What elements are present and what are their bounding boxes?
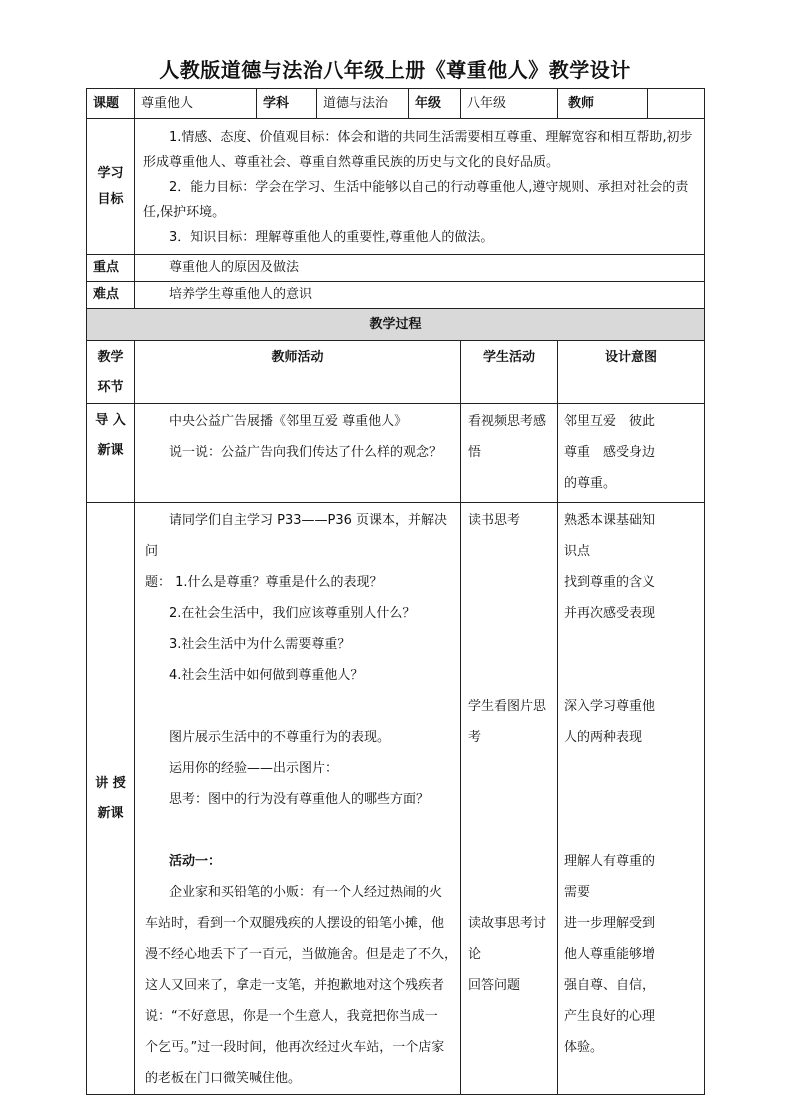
intro-row	[87, 404, 705, 503]
lecture-stage	[87, 503, 135, 1095]
lecture-teacher-line: 运用你的经验——出示图片：	[169, 761, 339, 776]
lecture-teacher-line: 3.社会生活中为什么需要尊重？	[169, 637, 351, 652]
lecture-teacher-line: 4.社会生活中如何做到尊重他人？	[169, 668, 364, 683]
goals-label	[87, 119, 135, 255]
lecture-teacher-line: 请同学们自主学习 P33——P36 页课本，并解决问	[145, 513, 448, 559]
key-point-row	[87, 255, 705, 282]
lecture-intent-line: 深入学习尊重他	[564, 699, 656, 714]
goals-label-line2: 目标	[97, 191, 124, 207]
difficulty-label: 难点	[87, 282, 135, 309]
intro-stage	[87, 404, 135, 503]
intro-intent-line: 的尊重。	[564, 476, 617, 491]
discipline-value: 道德与法治	[317, 89, 409, 119]
lecture-stage-line1: 讲 授	[95, 775, 126, 791]
lecture-story-line: 的老板在门口微笑喊住他。	[145, 1071, 302, 1086]
lecture-story-line: 车站时，看到一个双腿残疾的人摆设的铅笔小摊，他	[145, 916, 445, 931]
process-header-row	[87, 309, 705, 341]
intro-teacher-line: 中央公益广告展播《邻里互爱 尊重他人》	[169, 414, 408, 429]
lecture-intent-line: 需要	[564, 885, 591, 900]
lecture-story-line: 企业家和买铅笔的小贩：有一个人经过热闹的火	[169, 885, 443, 900]
goals-row	[87, 119, 705, 255]
lecture-story-line: 这人又回来了，拿走一支笔，并抱歉地对这个残疾者	[145, 978, 445, 993]
lecture-story-line: 说：“不好意思，你是一个生意人，我竟把你当成一	[145, 1009, 438, 1024]
goal-item: 1.情感、态度、价值观目标：体会和谐的共同生活需要相互尊重、理解宽容和相互帮助,初步形成尊重他人、尊重社会、尊重自然尊重民族的历史与文化的良好品质。	[143, 130, 693, 170]
lecture-intent-line: 强自尊、自信，	[564, 978, 656, 993]
lecture-intent-line: 产生良好的心理	[564, 1009, 656, 1024]
goals-label-line1: 学习	[97, 165, 124, 181]
intro-student	[461, 404, 558, 503]
grade-value: 八年级	[461, 89, 558, 119]
lecture-teacher-line: 图片展示生活中的不尊重行为的表现。	[169, 730, 391, 745]
goals-content	[135, 119, 705, 255]
key-point-label: 重点	[87, 255, 135, 282]
lecture-story-line: 个乞丐。”过一段时间，他再次经过火车站，一个店家	[145, 1040, 445, 1055]
intro-intent-line: 邻里互爱 彼此	[564, 414, 656, 429]
lecture-intent-line: 他人尊重能够增	[564, 947, 656, 962]
col-stage-line2: 环节	[97, 380, 124, 395]
page-title: 人教版道德与法治八年级上册《尊重他人》教学设计	[159, 58, 631, 82]
lecture-row	[87, 503, 705, 1095]
lecture-intent-line: 人的两种表现	[564, 730, 643, 745]
lecture-intent-line: 理解人有尊重的	[564, 854, 656, 869]
lecture-intent-line: 识点	[564, 544, 591, 559]
subject-label: 课题	[87, 89, 135, 119]
goal-item: 3．知识目标：理解尊重他人的重要性,尊重他人的做法。	[169, 230, 494, 245]
lecture-intent-line: 熟悉本课基础知	[564, 513, 656, 528]
goal-item: 2．能力目标：学会在学习、生活中能够以自己的行动尊重他人,遵守规则、承担对社会的责任,保护环境。	[143, 180, 689, 220]
lesson-plan-table	[86, 88, 705, 1095]
lecture-intent-line: 体验。	[564, 1040, 604, 1055]
intro-intent	[558, 404, 705, 503]
teacher-label: 教师	[558, 89, 648, 119]
lecture-student-text: 读故事思考讨论	[468, 916, 547, 962]
column-header-row	[87, 341, 705, 404]
lecture-intent	[558, 503, 705, 1095]
lecture-student	[461, 503, 558, 1095]
process-header: 教学过程	[87, 309, 705, 341]
teacher-value	[648, 89, 705, 119]
info-row	[87, 89, 705, 119]
intro-stage-line2: 新课	[97, 443, 124, 458]
col-teacher: 教师活动	[135, 341, 461, 404]
subject-value: 尊重他人	[135, 89, 257, 119]
lecture-stage-line2: 新课	[97, 805, 124, 821]
intro-intent-line: 尊重 感受身边	[564, 445, 656, 460]
key-point-value: 尊重他人的原因及做法	[135, 255, 705, 282]
lecture-intent-line: 进一步理解受到	[564, 916, 656, 931]
lecture-student-text: 学生看图片思考	[468, 699, 547, 745]
difficulty-row	[87, 282, 705, 309]
grade-label: 年级	[409, 89, 461, 119]
difficulty-value: 培养学生尊重他人的意识	[135, 282, 705, 309]
intro-teacher	[135, 404, 461, 503]
activity-title: 活动一：	[169, 854, 222, 869]
lecture-story-line: 漫不经心地丢下了一百元，当做施舍。但是走了不久，	[145, 947, 458, 962]
lecture-teacher-line: 2.在社会生活中，我们应该尊重别人什么？	[169, 606, 416, 621]
col-student: 学生活动	[461, 341, 558, 404]
discipline-label: 学科	[257, 89, 317, 119]
intro-student-text: 看视频思考感悟	[468, 414, 547, 460]
lecture-teacher-line: 思考：图中的行为没有尊重他人的哪些方面？	[169, 792, 430, 807]
lecture-intent-line: 找到尊重的含义	[564, 575, 656, 590]
lecture-intent-line: 并再次感受表现	[564, 606, 656, 621]
lecture-teacher-line: 题： 1.什么是尊重？尊重是什么的表现？	[145, 575, 383, 590]
col-stage-line1: 教学	[97, 350, 124, 365]
intro-teacher-line: 说一说：公益广告向我们传达了什么样的观念？	[169, 445, 443, 460]
col-stage	[87, 341, 135, 404]
lecture-student-text: 回答问题	[468, 978, 521, 993]
col-intent: 设计意图	[558, 341, 705, 404]
intro-stage-line1: 导 入	[95, 413, 126, 428]
lecture-student-text: 读书思考	[468, 513, 521, 528]
lecture-teacher	[135, 503, 461, 1095]
